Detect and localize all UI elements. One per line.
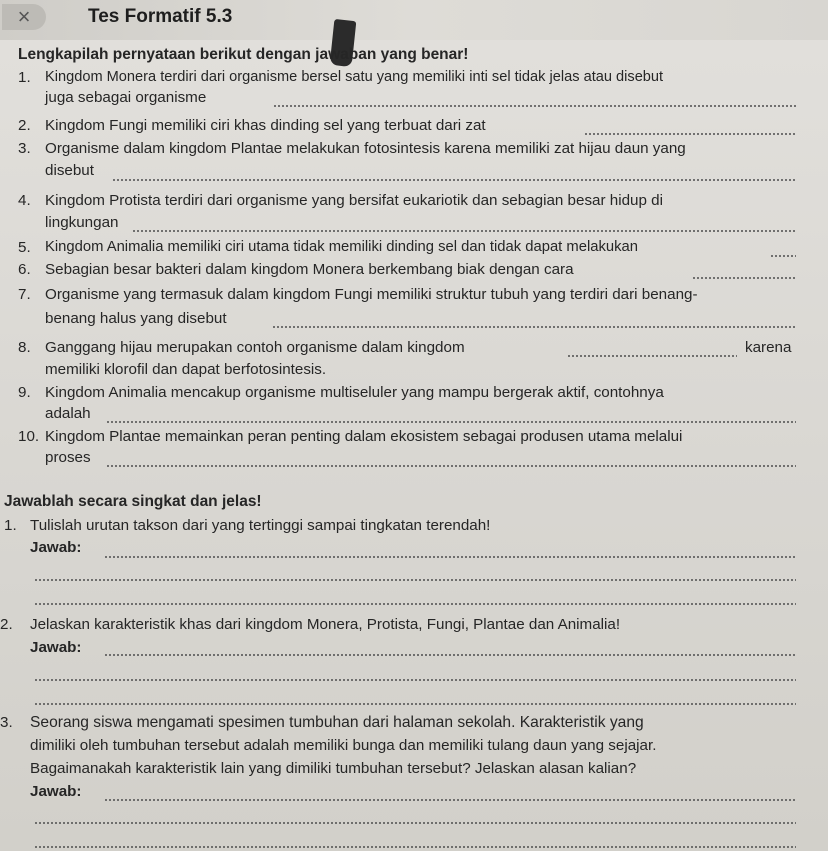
answer-blank[interactable] — [770, 255, 796, 257]
item-5-line-1: Kingdom Animalia memiliki ciri utama tidak memiliki dinding sel dan tidak dapat melakukan — [45, 239, 638, 255]
answer-line[interactable] — [34, 603, 796, 605]
answer-blank[interactable] — [106, 465, 796, 467]
item-6-line-1: Sebagian besar bakteri dalam kingdom Monera berkembang biak dengan cara — [45, 261, 574, 278]
answer-blank[interactable] — [273, 105, 796, 107]
item-9-line-2: adalah — [45, 405, 91, 422]
item-9-number: 9. — [18, 384, 31, 401]
item-3-line-1: Organisme dalam kingdom Plantae melakukan fotosintesis karena memiliki zat hijau daun yang — [45, 140, 686, 157]
item-8-line-1: Ganggang hijau merupakan contoh organisme dalam kingdom — [45, 339, 465, 356]
page-title: Tes Formatif 5.3 — [88, 6, 233, 27]
answer-blank[interactable] — [272, 326, 796, 328]
question-2-line-1: Jelaskan karakteristik khas dari kingdom Monera, Protista, Fungi, Plantae dan Animalia! — [30, 616, 621, 633]
item-6-number: 6. — [18, 261, 31, 278]
answer-label: Jawab: — [30, 783, 82, 800]
question-3-line-3: Bagaimanakah karakteristik lain yang dimiliki tumbuhan tersebut? Jelaskan alasan kalian? — [30, 760, 637, 777]
answer-line[interactable] — [104, 556, 796, 558]
item-7-number: 7. — [18, 286, 31, 303]
item-2-line-1: Kingdom Fungi memiliki ciri khas dinding sel yang terbuat dari zat — [45, 117, 486, 134]
item-1-line-1: Kingdom Monera terdiri dari organisme bersel satu yang memiliki inti sel tidak jelas atau disebut — [45, 69, 664, 85]
item-8-number: 8. — [18, 339, 31, 356]
question-3-line-1: Seorang siswa mengamati spesimen tumbuhan dari halaman sekolah. Karakteristik yang — [30, 714, 644, 731]
question-2-number: 2. — [0, 616, 13, 633]
question-1-number: 1. — [4, 517, 17, 534]
item-9-line-1: Kingdom Animalia mencakup organisme multiseluler yang mampu bergerak aktif, contohnya — [45, 384, 664, 401]
answer-label: Jawab: — [30, 539, 82, 556]
answer-line[interactable] — [34, 703, 796, 705]
answer-label: Jawab: — [30, 639, 82, 656]
item-4-line-1: Kingdom Protista terdiri dari organisme yang bersifat eukariotik dan sebagian besar hidup di — [45, 192, 663, 209]
question-1-line-1: Tulislah urutan takson dari yang tertinggi sampai tingkatan terendah! — [30, 517, 491, 534]
answer-line[interactable] — [34, 579, 796, 581]
answer-line[interactable] — [104, 654, 796, 656]
question-3-line-2: dimiliki oleh tumbuhan tersebut adalah memiliki bunga dan memiliki tulang daun yang sejajar. — [30, 737, 657, 754]
item-10-line-2: proses — [45, 449, 91, 466]
item-1-line-2: juga sebagai organisme — [45, 89, 207, 106]
answer-line[interactable] — [34, 822, 796, 824]
close-icon[interactable]: × — [2, 4, 46, 30]
item-10-number: 10. — [18, 428, 40, 445]
answer-line[interactable] — [34, 679, 796, 681]
answer-blank[interactable] — [584, 133, 796, 135]
item-8-line-2: memiliki klorofil dan dapat berfotosintesis. — [45, 361, 327, 378]
item-5-number: 5. — [18, 239, 31, 256]
answer-blank[interactable] — [692, 277, 796, 279]
answer-blank[interactable] — [112, 179, 796, 181]
answer-blank[interactable] — [132, 230, 796, 232]
item-7-line-1: Organisme yang termasuk dalam kingdom Fungi memiliki struktur tubuh yang terdiri dari benang- — [45, 286, 698, 303]
item-8-trailing: karena — [745, 339, 792, 356]
item-10-line-1: Kingdom Plantae memainkan peran penting dalam ekosistem sebagai produsen utama melalui — [45, 428, 683, 445]
section-b-instruction: Jawablah secara singkat dan jelas! — [4, 493, 262, 510]
item-4-number: 4. — [18, 192, 31, 209]
item-4-line-2: lingkungan — [45, 214, 119, 231]
item-1-number: 1. — [18, 69, 31, 86]
item-7-line-2: benang halus yang disebut — [45, 310, 227, 327]
question-3-number: 3. — [0, 714, 13, 731]
section-a-instruction: Lengkapilah pernyataan berikut dengan jawaban yang benar! — [18, 46, 469, 63]
answer-line[interactable] — [34, 846, 796, 848]
answer-blank[interactable] — [567, 355, 737, 357]
item-2-number: 2. — [18, 117, 31, 134]
item-3-number: 3. — [18, 140, 31, 157]
answer-blank[interactable] — [106, 421, 796, 423]
answer-line[interactable] — [104, 799, 796, 801]
item-3-line-2: disebut — [45, 162, 94, 179]
